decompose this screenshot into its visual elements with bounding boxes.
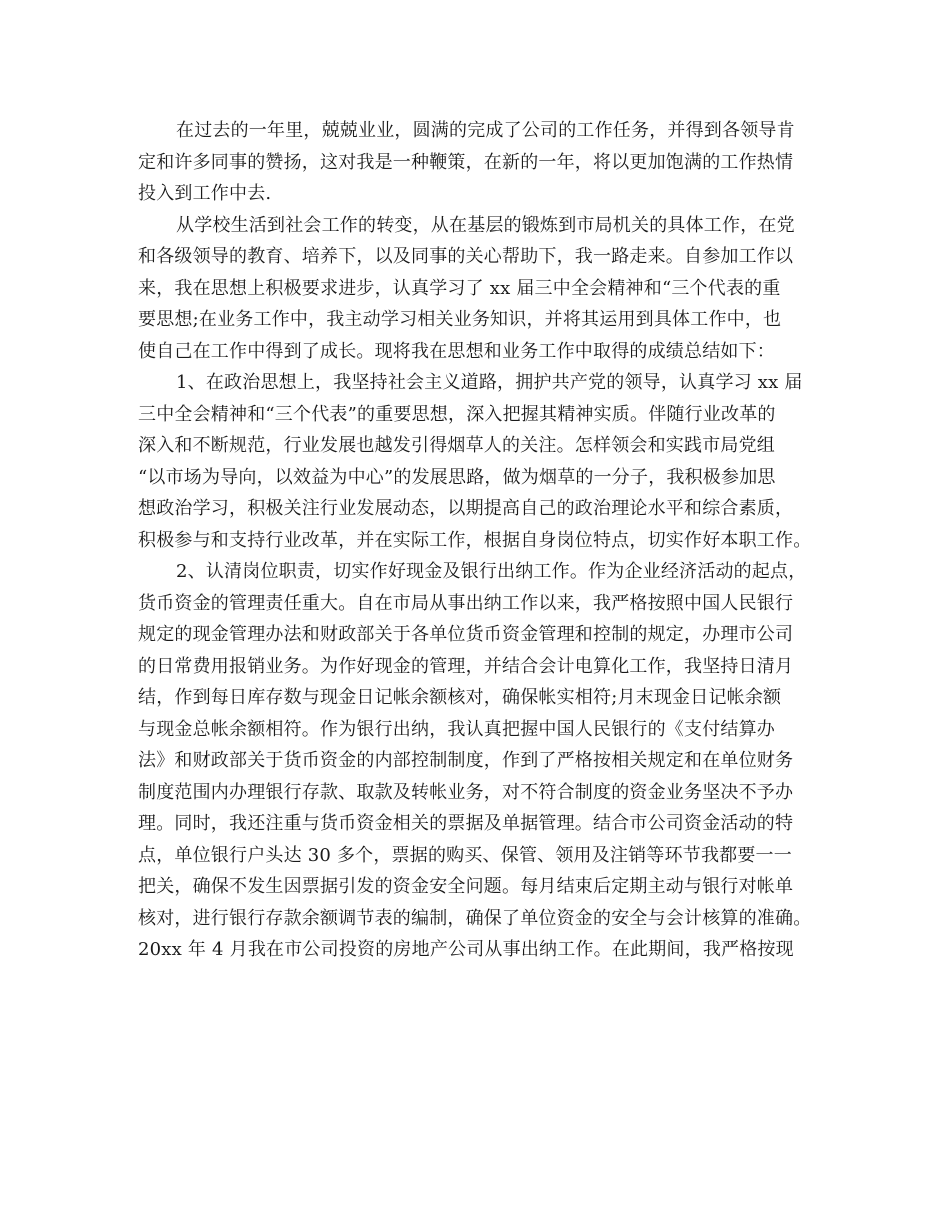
text-line: 和各级领导的教育、培养下，以及同事的关心帮助下，我一路走来。自参加工作以 bbox=[138, 246, 794, 267]
text-line: 从学校生活到社会工作的转变，从在基层的锻炼到市局机关的具体工作，在党 bbox=[176, 214, 795, 236]
text-line: 在过去的一年里，兢兢业业，圆满的完成了公司的工作任务，并得到各领导肯 bbox=[176, 120, 795, 141]
text-line: 来，我在思想上积极要求进步，认真学习了 xx 届三中全会精神和“三个代表的重 bbox=[138, 277, 781, 299]
text-line: 法》和财政部关于货币资金的内部控制制度，作到了严格按相关规定和在单位财务 bbox=[138, 750, 794, 771]
paragraph-2 bbox=[138, 210, 828, 368]
text-line: 想政治学习，积极关注行业发展动态，以期提高自己的政治理论水平和综合素质， bbox=[138, 498, 794, 519]
text-line: 核对，进行银行存款余额调节表的编制，确保了单位资金的安全与会计核算的准确。 bbox=[138, 907, 812, 929]
text-line: 2、认清岗位职责，切实作好现金及银行出纳工作。作为企业经济活动的起点， bbox=[176, 561, 807, 582]
text-line: 要思想;在业务工作中，我主动学习相关业务知识，并将其运用到具体工作中，也 bbox=[138, 309, 782, 330]
text-line: 理。同时，我还注重与货币资金相关的票据及单据管理。结合市公司资金活动的特 bbox=[138, 813, 794, 834]
text-line: 货币资金的管理责任重大。自在市局从事出纳工作以来，我严格按照中国人民银行 bbox=[138, 592, 794, 614]
paragraph-3 bbox=[138, 367, 828, 556]
text-line: 积极参与和支持行业改革，并在实际工作，根据自身岗位特点，切实作好本职工作。 bbox=[138, 529, 812, 551]
text-line: 点，单位银行户头达 30 多个，票据的购买、保管、领用及注销等环节我都要一一 bbox=[138, 844, 792, 866]
text-line: 投入到工作中去. bbox=[138, 183, 272, 204]
text-line: “以市场为导向，以效益为中心”的发展思路，做为烟草的一分子，我积极参加思 bbox=[138, 466, 776, 488]
text-line: 的日常费用报销业务。为作好现金的管理，并结合会计电算化工作，我坚持日清月 bbox=[138, 655, 794, 677]
text-line: 三中全会精神和“三个代表”的重要思想，深入把握其精神实质。伴随行业改革的 bbox=[138, 403, 776, 425]
document-body bbox=[138, 115, 828, 966]
paragraph-1 bbox=[138, 115, 828, 210]
text-line: 结，作到每日库存数与现金日记帐余额核对，确保帐实相符;月末现金日记帐余额 bbox=[138, 687, 782, 708]
text-line: 深入和不断规范，行业发展也越发引得烟草人的关注。怎样领会和实践市局党组 bbox=[138, 435, 775, 456]
text-line: 20xx 年 4 月我在市公司投资的房地产公司从事出纳工作。在此期间，我严格按现 bbox=[138, 939, 794, 960]
text-line: 1、在政治思想上，我坚持社会主义道路，拥护共产党的领导，认真学习 xx 届 bbox=[176, 372, 803, 393]
text-line: 与现金总帐余额相符。作为银行出纳，我认真把握中国人民银行的《支付结算办 bbox=[138, 718, 775, 740]
text-line: 制度范围内办理银行存款、取款及转帐业务，对不符合制度的资金业务坚决不予办 bbox=[138, 781, 794, 803]
text-line: 定和许多同事的赞扬，这对我是一种鞭策，在新的一年，将以更加饱满的工作热情 bbox=[138, 151, 794, 173]
text-line: 规定的现金管理办法和财政部关于各单位货币资金管理和控制的规定，办理市公司 bbox=[138, 624, 794, 645]
text-line: 使自己在工作中得到了成长。现将我在思想和业务工作中取得的成绩总结如下： bbox=[138, 340, 775, 362]
text-line: 把关，确保不发生因票据引发的资金安全问题。每月结束后定期主动与银行对帐单 bbox=[138, 876, 794, 897]
paragraph-4 bbox=[138, 556, 828, 966]
